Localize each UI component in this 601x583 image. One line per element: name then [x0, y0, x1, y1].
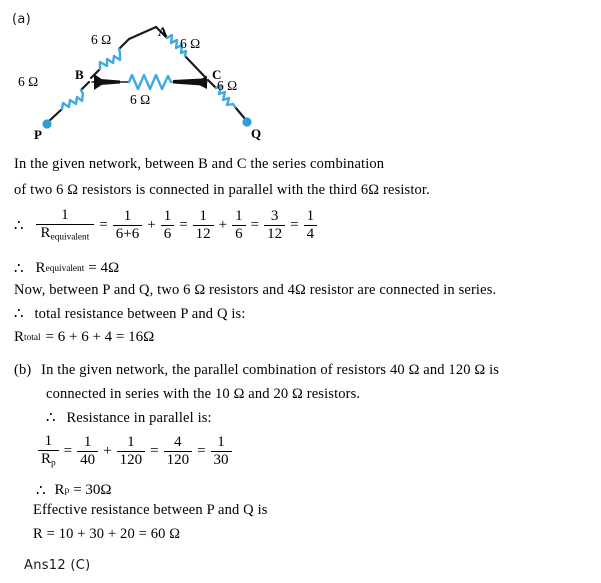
fraction-term-2	[161, 209, 175, 242]
fraction-term-4	[232, 209, 246, 242]
operator-5: =	[250, 216, 260, 233]
resistor-value-c-q: 6 Ω	[217, 78, 238, 93]
resistor-value-p-b: 6 Ω	[18, 74, 39, 89]
therefore-symbol-1: ∴	[14, 217, 24, 234]
resistor-value-a-c: 6 Ω	[180, 36, 201, 51]
resistor-network-diagram	[10, 8, 300, 148]
r-total-value: = 6 + 6 + 4 = 16Ω	[45, 329, 155, 345]
r-p-subscript: p	[64, 485, 70, 496]
part-a-line-1: In the given network, between B and C the series combination	[14, 156, 385, 172]
operator-9: =	[150, 442, 159, 459]
resistor-p-b	[62, 90, 83, 109]
resistor-b-c	[129, 75, 171, 89]
fraction-term-9	[164, 435, 193, 468]
part-a-equation-1	[14, 208, 319, 243]
answer-label: Ans12 (C)	[24, 558, 91, 573]
fraction-denominator: 120	[164, 451, 193, 468]
wire-p-to-r1	[48, 109, 62, 122]
fraction-numerator: 1	[199, 207, 207, 224]
node-label-p: P	[34, 127, 42, 142]
wire-r3-to-c	[185, 56, 206, 78]
fraction-denominator: 4	[304, 225, 318, 242]
fraction-denominator: 12	[264, 225, 285, 242]
r-equivalent-symbol: R	[40, 225, 51, 241]
fraction-numerator: 4	[174, 433, 182, 450]
node-label-a: A	[158, 24, 168, 39]
operator-8: +	[103, 442, 112, 459]
fraction-numerator: 3	[270, 207, 279, 224]
part-b-equation-1	[36, 434, 234, 469]
fraction-denominator: 30	[211, 451, 232, 468]
node-label-q: Q	[251, 126, 262, 141]
r-equivalent-subscript: equivalent	[50, 232, 90, 243]
fraction-denominator: 12	[193, 225, 214, 242]
part-b-line-effective: Effective resistance between P and Q is	[33, 502, 268, 518]
fraction-denominator	[38, 450, 59, 469]
therefore-symbol-4: ∴	[46, 410, 56, 426]
part-a-line-3: Now, between P and Q, two 6 Ω resistors and 4Ω resistor are connected in series.	[14, 282, 497, 298]
r-total-subscript: total	[24, 332, 41, 343]
fraction-denominator: 6+6	[113, 225, 142, 242]
wire-r2-to-apex	[119, 39, 129, 49]
part-b-line-3-text: Resistance in parallel is:	[66, 410, 212, 426]
part-b-equation-2	[36, 481, 112, 500]
fraction-numerator: 1	[44, 433, 53, 449]
operator-6: =	[290, 216, 299, 233]
fraction-denominator	[36, 224, 95, 243]
part-b-line-2: connected in series with the 10 Ω and 20 Ω resistors.	[46, 386, 361, 402]
r-p-symbol: R	[41, 451, 52, 467]
fraction-term-6	[304, 209, 318, 242]
fraction-denominator: 6	[232, 225, 246, 242]
therefore-symbol-3: ∴	[14, 306, 24, 322]
r-equivalent-symbol: R	[35, 260, 46, 276]
resistor-value-b-a: 6 Ω	[91, 32, 112, 47]
fraction-denominator: 120	[117, 451, 146, 468]
fraction-term-3	[193, 209, 214, 242]
part-a-equation-2	[14, 259, 119, 278]
fraction-term-10	[211, 435, 232, 468]
operator-3: =	[179, 216, 188, 233]
operator-1: =	[99, 216, 108, 233]
r-p-subscript: p	[51, 458, 56, 469]
fraction-numerator: 1	[61, 207, 69, 223]
node-label-c: C	[212, 67, 222, 82]
part-b-line-1-text: In the given network, the parallel combination of resistors 40 Ω and 120 Ω is	[41, 362, 500, 378]
part-b-equation-3: R = 10 + 30 + 20 = 60 Ω	[33, 526, 181, 542]
fraction-lhs-2	[38, 434, 59, 469]
part-a-equation-3	[14, 329, 154, 346]
therefore-symbol-2: ∴	[14, 261, 24, 277]
wire-r1-to-b	[81, 82, 89, 90]
fraction-numerator: 1	[163, 207, 172, 224]
resistor-value-b-c: 6 Ω	[130, 92, 151, 107]
fraction-numerator: 1	[83, 433, 92, 450]
operator-7: =	[63, 442, 73, 459]
fraction-lhs-1	[36, 208, 95, 243]
part-a-line-4-text: total resistance between P and Q is:	[34, 306, 246, 322]
operator-2: +	[147, 216, 156, 233]
wire-r4-to-q	[235, 107, 246, 120]
fraction-denominator: 40	[77, 451, 98, 468]
r-p-value: = 30Ω	[73, 482, 112, 498]
fraction-numerator: 1	[123, 207, 132, 224]
part-b-label: (b)	[14, 362, 32, 378]
operator-10: =	[197, 442, 206, 459]
therefore-symbol-5: ∴	[36, 483, 46, 499]
fraction-term-7	[77, 435, 98, 468]
bc-arrowhead-right	[194, 76, 207, 89]
fraction-numerator: 1	[217, 433, 225, 450]
resistor-b-a	[100, 49, 120, 69]
part-a-line-2: of two 6 Ω resistors is connected in parallel with the third 6Ω resistor.	[14, 182, 430, 198]
fraction-numerator: 1	[235, 207, 243, 224]
r-equivalent-value: = 4Ω	[88, 260, 120, 276]
fraction-denominator: 6	[161, 225, 175, 242]
bc-arrowhead-left	[94, 74, 106, 90]
node-label-b: B	[75, 67, 84, 82]
wire-apex-left	[129, 27, 156, 39]
fraction-numerator: 1	[127, 433, 135, 450]
fraction-term-8	[117, 435, 146, 468]
fraction-term-5	[264, 209, 285, 242]
r-total-symbol: R	[14, 329, 25, 345]
part-b-line-1	[14, 363, 499, 378]
part-b-line-3	[46, 411, 212, 427]
r-equivalent-subscript: equivalent	[45, 263, 85, 274]
part-a-line-4	[14, 307, 246, 323]
r-p-symbol: R	[54, 482, 65, 498]
terminal-dot-p	[42, 119, 51, 128]
part-a-label: (a)	[12, 12, 32, 27]
fraction-numerator: 1	[306, 207, 315, 224]
operator-4: +	[218, 216, 228, 233]
fraction-term-1	[113, 209, 142, 242]
